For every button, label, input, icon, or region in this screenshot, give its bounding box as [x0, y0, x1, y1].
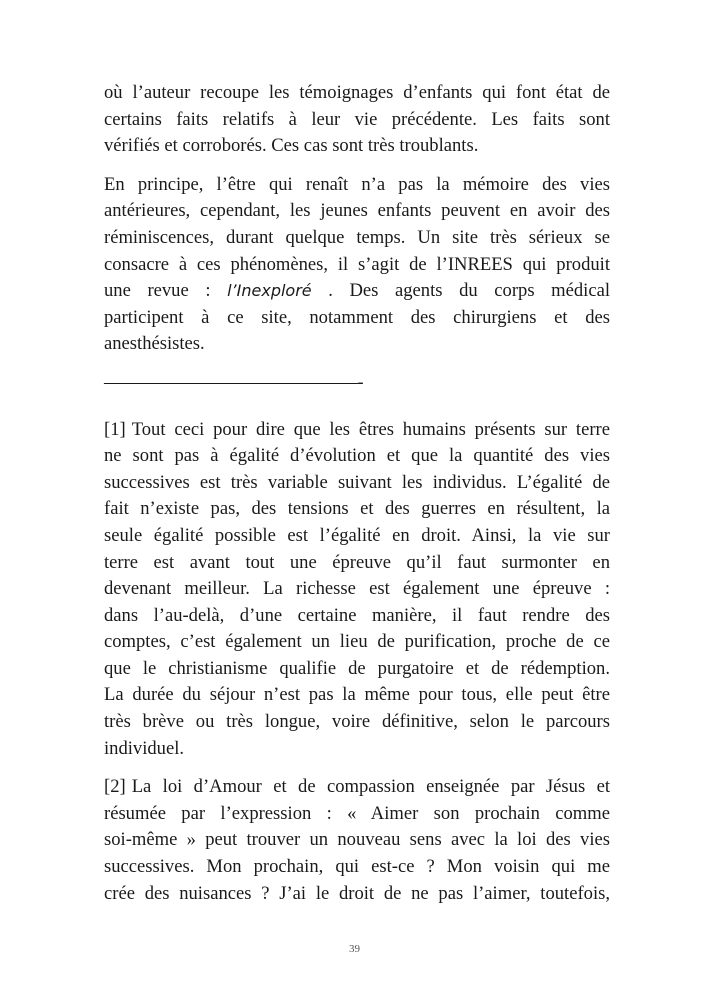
paragraph-1-line-3: vérifiés et corroborés. Ces cas sont très troublants. — [104, 135, 479, 157]
footnote-1-first-line-text: Tout ceci pour dire que les êtres humains présents sur terre — [131, 418, 610, 440]
magazine-title: l’Inexploré — [227, 281, 312, 301]
footnote-2-line-3: soi-même » peut trouver un nouveau sens avec la loi des vies — [104, 829, 610, 851]
paragraph-2 — [104, 172, 610, 358]
footnote-2-line-2: résumée par l’expression : « Aimer son prochain comme — [104, 802, 610, 824]
paragraph-2-line-2: antérieures, cependant, les jeunes enfants peuvent en avoir des — [104, 200, 610, 222]
spacer — [104, 160, 610, 172]
footnote-1-line-2: ne sont pas à égalité d’évolution et que la quantité des vies — [104, 445, 610, 467]
footnote-2-line-1 — [104, 774, 610, 801]
footnote-1-line-12: très brève ou très longue, voire définitive, selon le parcours — [104, 711, 610, 733]
footnote-1-line-1 — [104, 417, 610, 444]
footnote-1-line-11: La durée du séjour n’est pas la même pour tous, elle peut être — [104, 684, 610, 706]
footnote-1-line-8: dans l’au-delà, d’une certaine manière, il faut rendre des — [104, 604, 610, 626]
footnote-1-line-10: que le christianisme qualifie de purgatoire et de rédemption. — [104, 657, 610, 679]
footnote-1-line-7: devenant meilleur. La richesse est également une épreuve : — [104, 578, 610, 600]
footnote-2-line-5: crée des nuisances ? J’ai le droit de ne pas l’aimer, toutefois, — [104, 882, 610, 904]
paragraph-2-line-5-before: une revue : — [104, 280, 211, 302]
footnote-1-line-9: comptes, c’est également un lieu de purification, proche de ce — [104, 631, 610, 653]
page-body — [104, 80, 610, 907]
footnote-1-line-3: successives est très variable suivant les individus. L’égalité de — [104, 471, 610, 493]
footnote-2-first-line-text: La loi d’Amour et de compassion enseignée par Jésus et — [131, 776, 610, 798]
footnote-2-number: [2] — [104, 776, 126, 798]
paragraph-1 — [104, 80, 610, 160]
paragraph-2-line-6: participent à ce site, notamment des chirurgiens et des — [104, 306, 610, 328]
footnote-1-number: [1] — [104, 418, 126, 440]
spacer — [104, 762, 610, 774]
paragraph-1-line-2: certains faits relatifs à leur vie précédente. Les faits sont — [104, 108, 610, 130]
paragraph-2-line-3: réminiscences, durant quelque temps. Un site très sérieux se — [104, 226, 610, 248]
footnote-2 — [104, 774, 610, 907]
paragraph-2-line-5-after: . Des agents du corps médical — [328, 280, 611, 302]
page-number: 39 — [349, 943, 360, 955]
paragraph-2-line-1: En principe, l’être qui renaît n’a pas la mémoire des vies — [104, 173, 610, 195]
paragraph-2-line-7: anesthésistes. — [104, 333, 205, 355]
paragraph-2-line-4: consacre à ces phénomènes, il s’agit de l’INREES qui produit — [104, 253, 610, 275]
footnote-2-line-4: successives. Mon prochain, qui est-ce ? Mon voisin qui me — [104, 856, 610, 878]
paragraph-2-line-5 — [104, 278, 610, 305]
spacer — [104, 358, 610, 370]
footnote-separator: ——————————————- — [104, 371, 364, 393]
paragraph-1-line-1: où l’auteur recoupe les témoignages d’enfants qui font état de — [104, 82, 610, 103]
footnote-1-line-6: terre est avant tout une épreuve qu’il faut surmonter en — [104, 551, 610, 573]
footnote-1-line-4: fait n’existe pas, des tensions et des guerres en résultent, la — [104, 498, 610, 520]
footnote-1-line-13: individuel. — [104, 737, 185, 759]
footnote-1 — [104, 417, 610, 763]
spacer — [104, 397, 610, 417]
footnote-1-line-5: seule égalité possible est l’égalité en droit. Ainsi, la vie sur — [104, 524, 610, 546]
